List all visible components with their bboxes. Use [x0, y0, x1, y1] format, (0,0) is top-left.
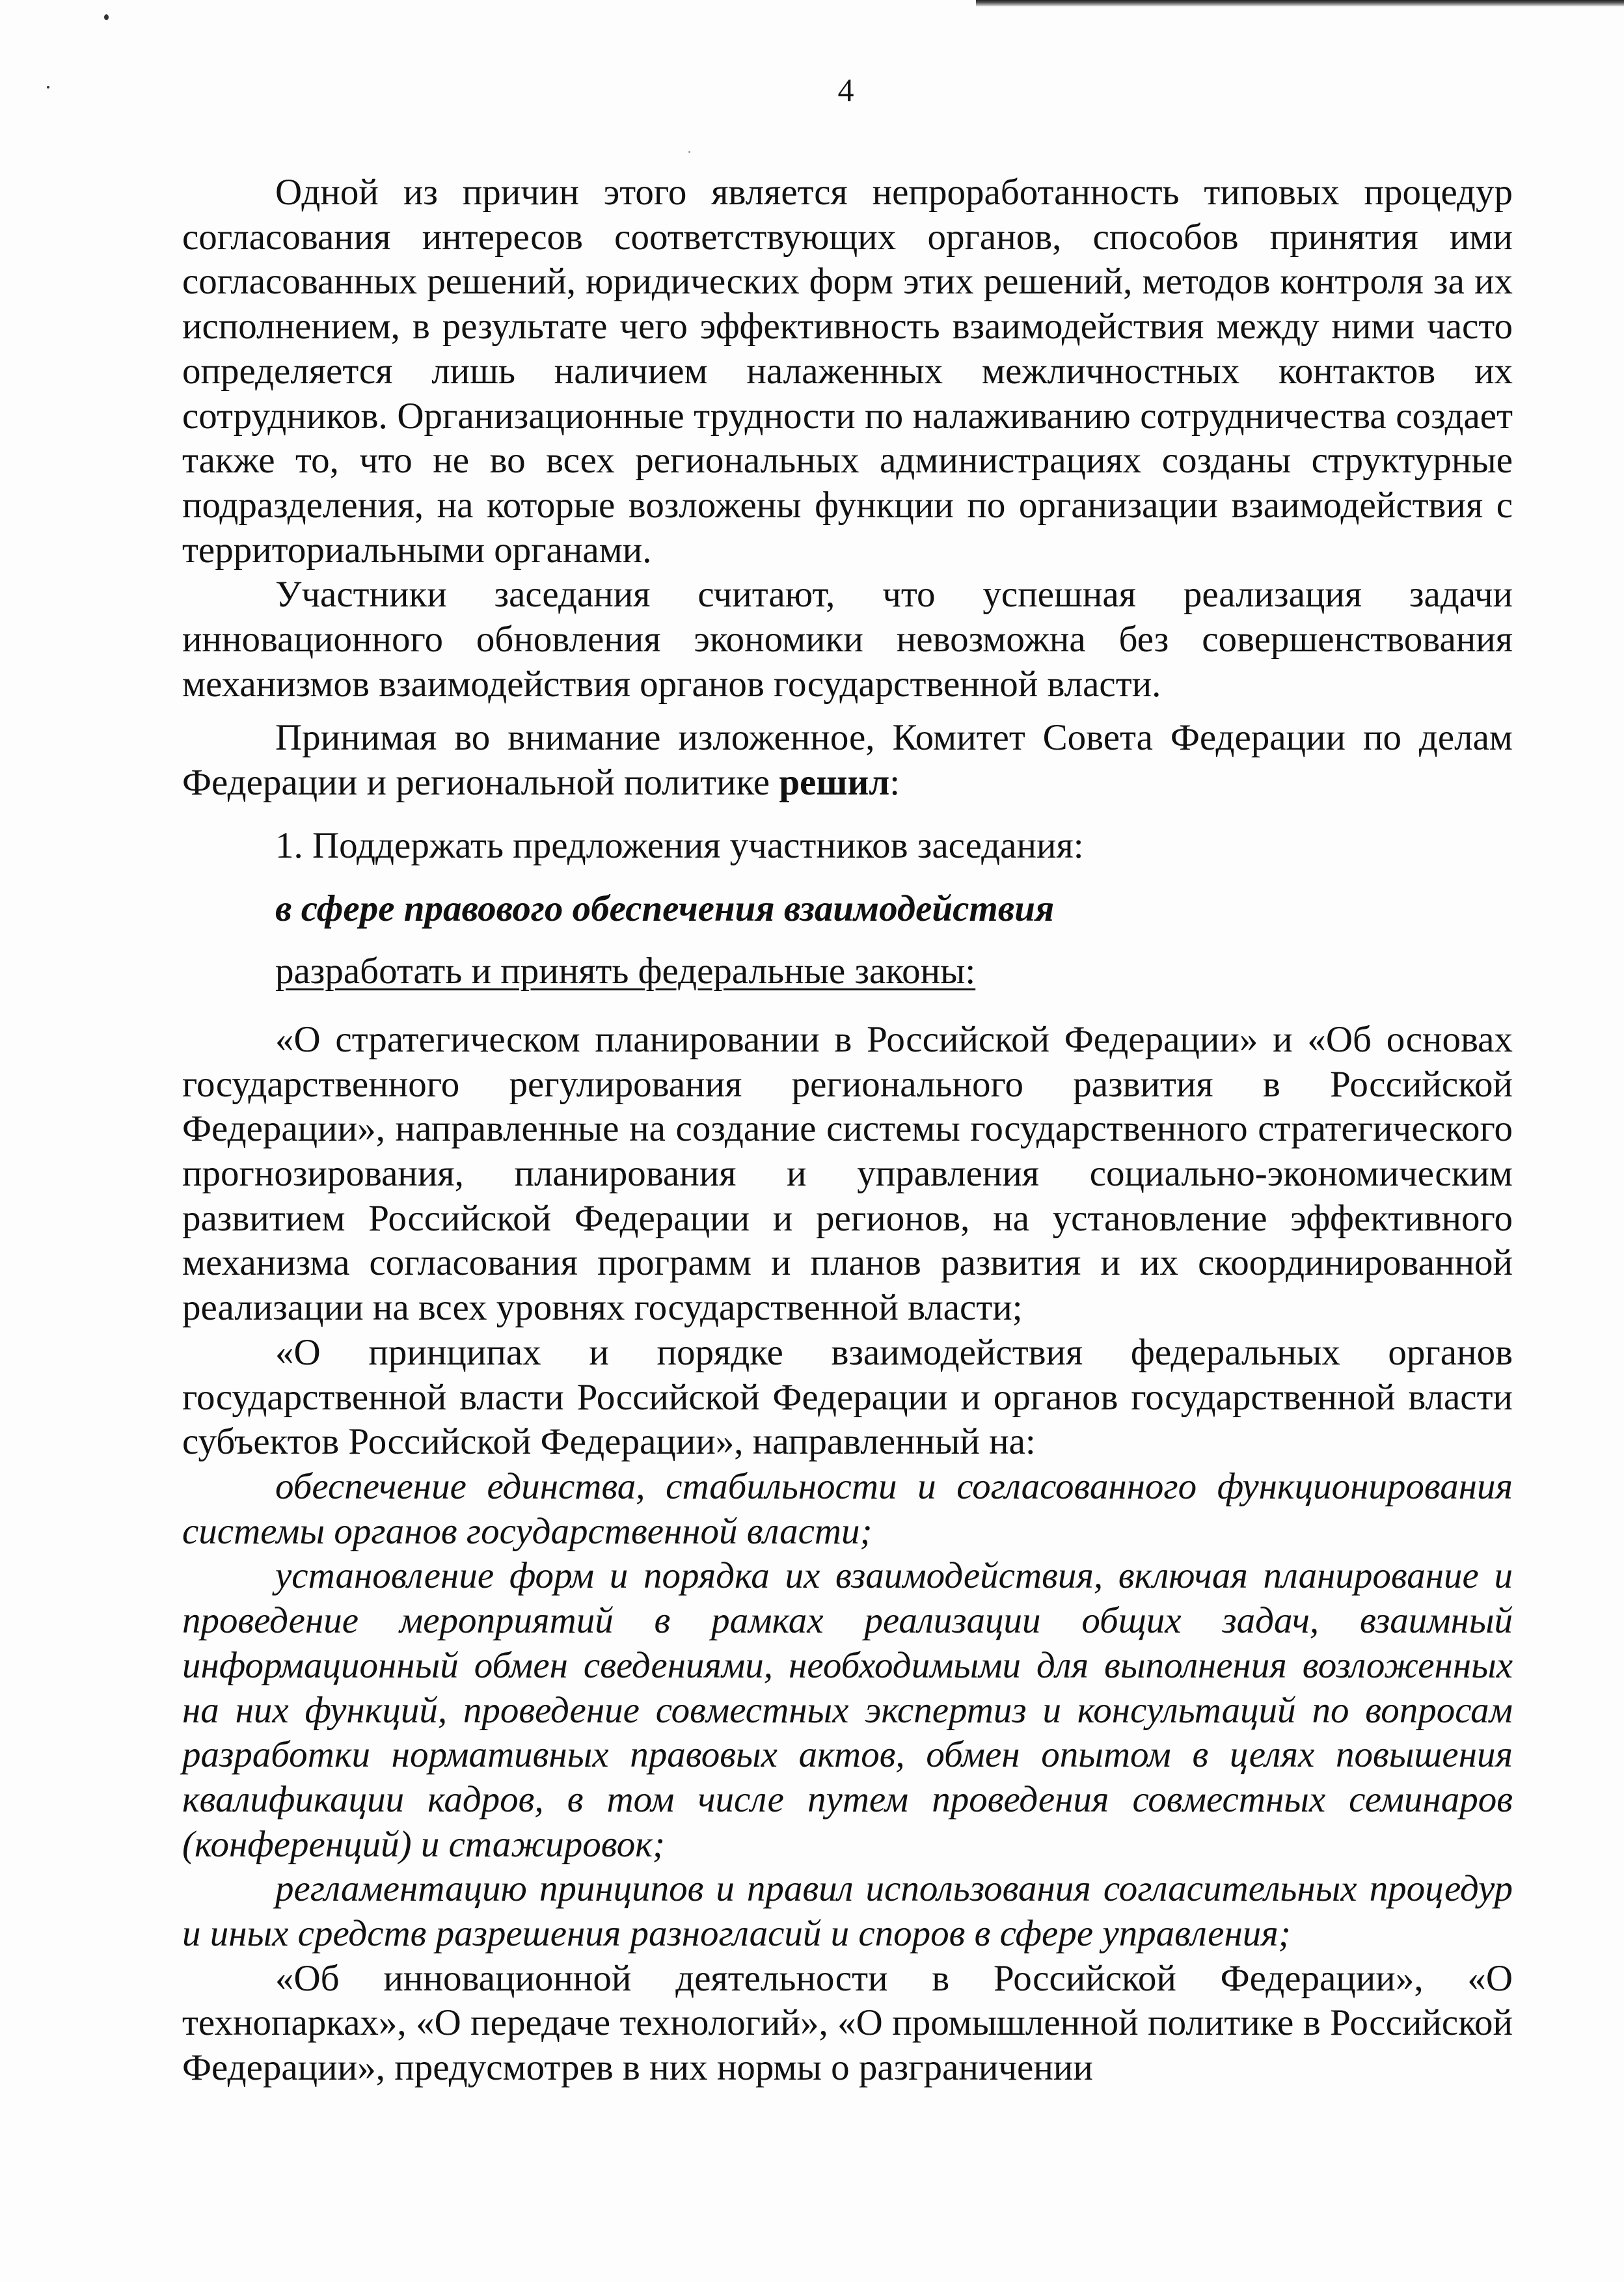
page-number: 4	[837, 72, 854, 108]
paragraph-strategic-planning-law: «О стратегическом планировании в Российской Федерации» и «Об основах государственного регулирования регионального развития в Российской Федерации», направленные на создание системы государственного стратегического прогнозирования, планирования и управления социально-экономическим развитием Российской Федерации и регионов, на установление эффективного механизма согласования программ и планов развития и их скоординированной реализации на всех уровнях государственной власти;	[182, 1018, 1513, 1329]
scan-edge-shadow	[976, 0, 1624, 7]
paragraph-forms: установление форм и порядка их взаимодействия, включая планирование и проведение мероприятий в рамках реализации общих задач, взаимный информационный обмен сведениями, необходимыми для выполнения возложенных на них функций, проведение совместных экспертиз и консультаций по вопросам разработки нормативных правовых актов, обмен опытом в целях повышения квалификации кадров, в том числе путем проведения совместных семинаров (конференций) и стажировок;	[182, 1555, 1513, 1865]
paragraph-item-1: 1. Поддержать предложения участников заседания:	[275, 824, 1084, 866]
decision-text: Принимая во внимание изложенное, Комитет Совета Федерации по делам Федерации и региональной политике	[182, 717, 1513, 804]
decision-keyword: решил	[779, 762, 890, 804]
paragraph-laws-intro	[182, 949, 1513, 994]
laws-intro-text: разработать и принять федеральные законы:	[275, 951, 976, 992]
paragraph-unity: обеспечение единства, стабильности и согласованного функционирования системы органов государственной власти;	[182, 1465, 1513, 1552]
paragraph-reasons: Одной из причин этого является непроработанность типовых процедур согласования интересов соответствующих органов, способов принятия ими согласованных решений, юридических форм этих решений, методов контроля за их исполнением, в результате чего эффективность взаимодействия между ними часто определяется лишь наличием налаженных межличностных контактов их сотрудников. Организационные трудности по налаживанию сотрудничества создает также то, что не во всех региональных администрациях созданы структурные подразделения, на которые возложены функции по организации взаимодействия с территориальными органами.	[182, 172, 1513, 571]
decision-colon: :	[889, 762, 900, 804]
paragraph-participants: Участники заседания считают, что успешная реализация задачи инновационного обновления экономики невозможна без совершенствования механизмов взаимодействия органов государственной власти.	[182, 574, 1513, 705]
paragraph-innovation-laws: «Об инновационной деятельности в Российской Федерации», «О технопарках», «О передаче технологий», «О промышленной политике в Российской Федерации», предусмотрев в них нормы о разграничении	[182, 1957, 1513, 2089]
scan-speck	[688, 151, 690, 153]
paragraph-regulation: регламентацию принципов и правил использования согласительных процедур и иных средств разрешения разногласий и споров в сфере управления;	[182, 1868, 1513, 1955]
paragraph-interaction-law: «О принципах и порядке взаимодействия федеральных органов государственной власти Российской Федерации и органов государственной власти субъектов Российской Федерации», направленный на:	[182, 1331, 1513, 1463]
document-body	[182, 170, 1513, 2091]
section-heading-legal: в сфере правового обеспечения взаимодействия	[275, 888, 1055, 929]
scan-speck	[104, 14, 109, 20]
paragraph-decision	[182, 716, 1513, 805]
